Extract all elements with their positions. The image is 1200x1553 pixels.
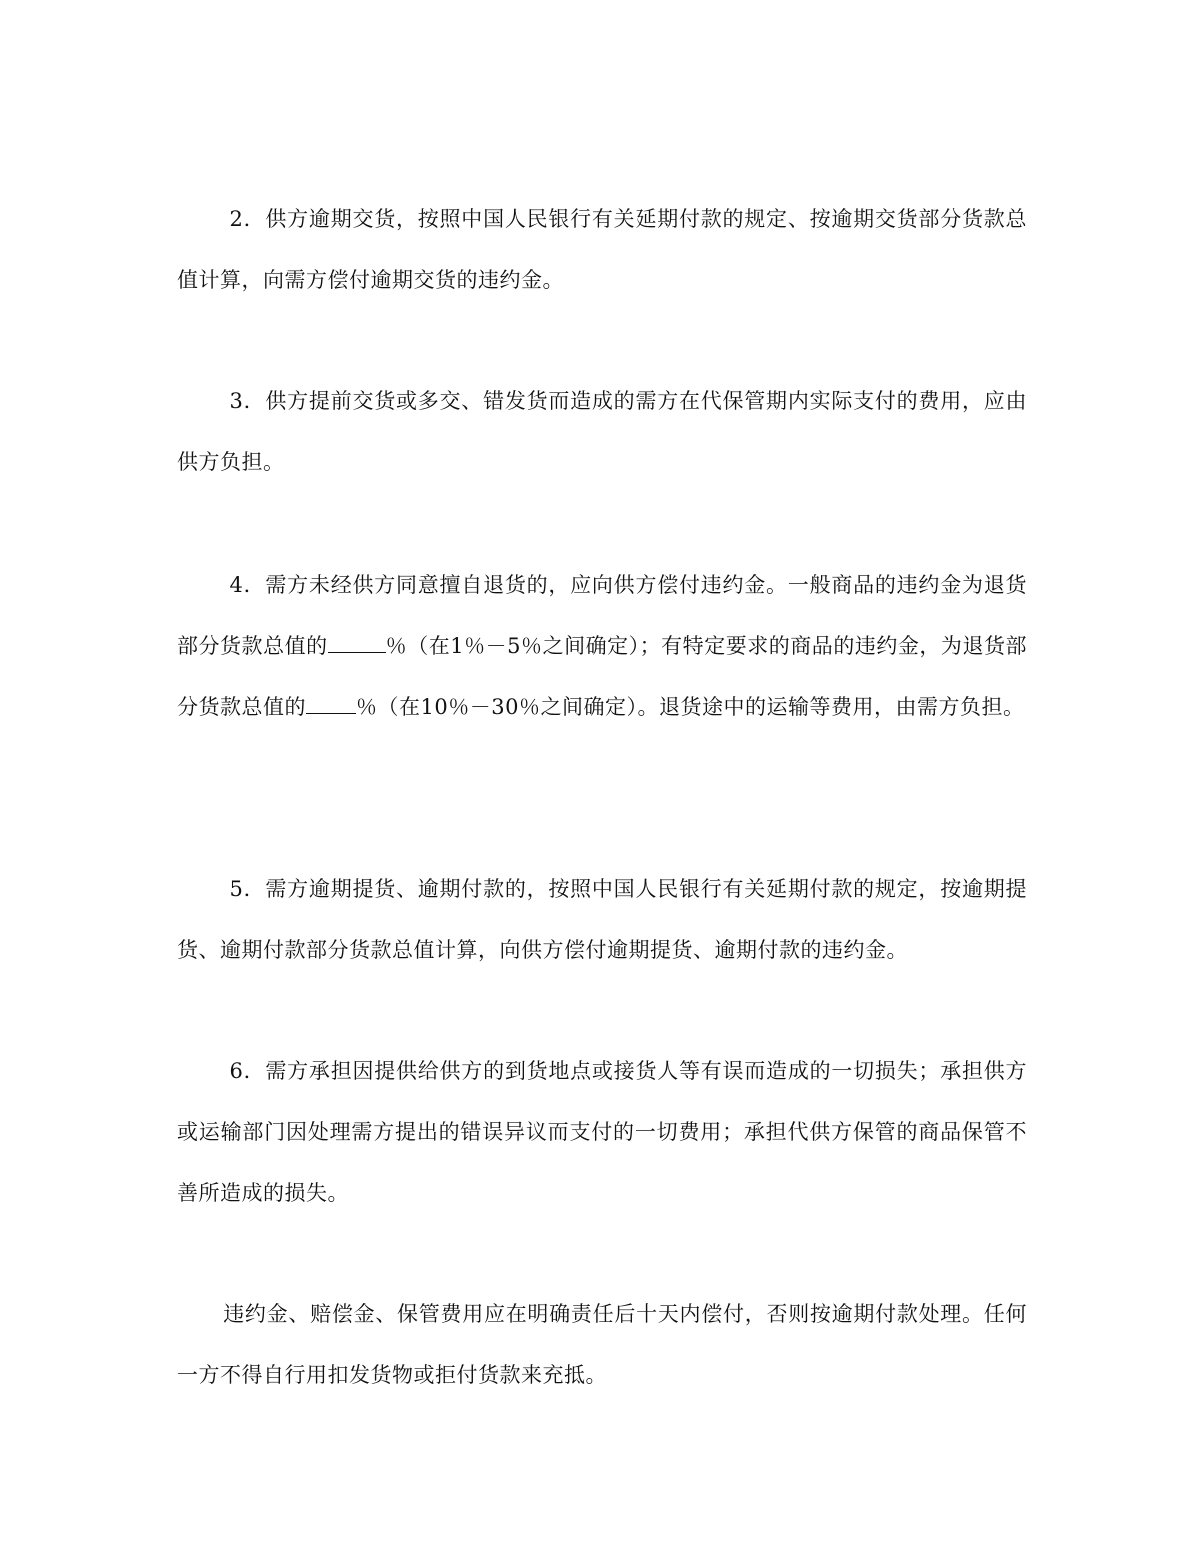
fill-blank-special-rate bbox=[306, 695, 356, 714]
clause-4-part-1: 4．需方未经供方同意擅自退货的，应向供方偿付违约金。一般商品的违约金为退货部分货款总值的 bbox=[177, 573, 1027, 658]
clause-2: 2．供方逾期交货，按照中国人民银行有关延期付款的规定、按逾期交货部分货款总值计算，向需方偿付逾期交货的违约金。 bbox=[177, 207, 1027, 292]
clause-4-part-3: ％（在10％－30％之间确定）。退货途中的运输等费用，由需方负担。 bbox=[356, 695, 1025, 719]
fill-blank-general-rate bbox=[328, 634, 386, 653]
clause-4-part-2: ％（在1％－5％之间确定）；有特定要求的商品的违约金，为退货部分货款总值的 bbox=[177, 634, 1027, 719]
clause-4 bbox=[177, 555, 1027, 738]
clause-3: 3．供方提前交货或多交、错发货而造成的需方在代保管期内实际支付的费用，应由供方负担。 bbox=[177, 389, 1027, 474]
clause-6: 6．需方承担因提供给供方的到货地点或接货人等有误而造成的一切损失；承担供方或运输部门因处理需方提出的错误异议而支付的一切费用；承担代供方保管的商品保管不善所造成的损失。 bbox=[177, 1059, 1027, 1205]
clause-5: 5．需方逾期提货、逾期付款的，按照中国人民银行有关延期付款的规定，按逾期提货、逾期付款部分货款总值计算，向供方偿付逾期提货、逾期付款的违约金。 bbox=[177, 877, 1027, 962]
closing-paragraph: 违约金、赔偿金、保管费用应在明确责任后十天内偿付，否则按逾期付款处理。任何一方不得自行用扣发货物或拒付货款来充抵。 bbox=[177, 1302, 1027, 1387]
